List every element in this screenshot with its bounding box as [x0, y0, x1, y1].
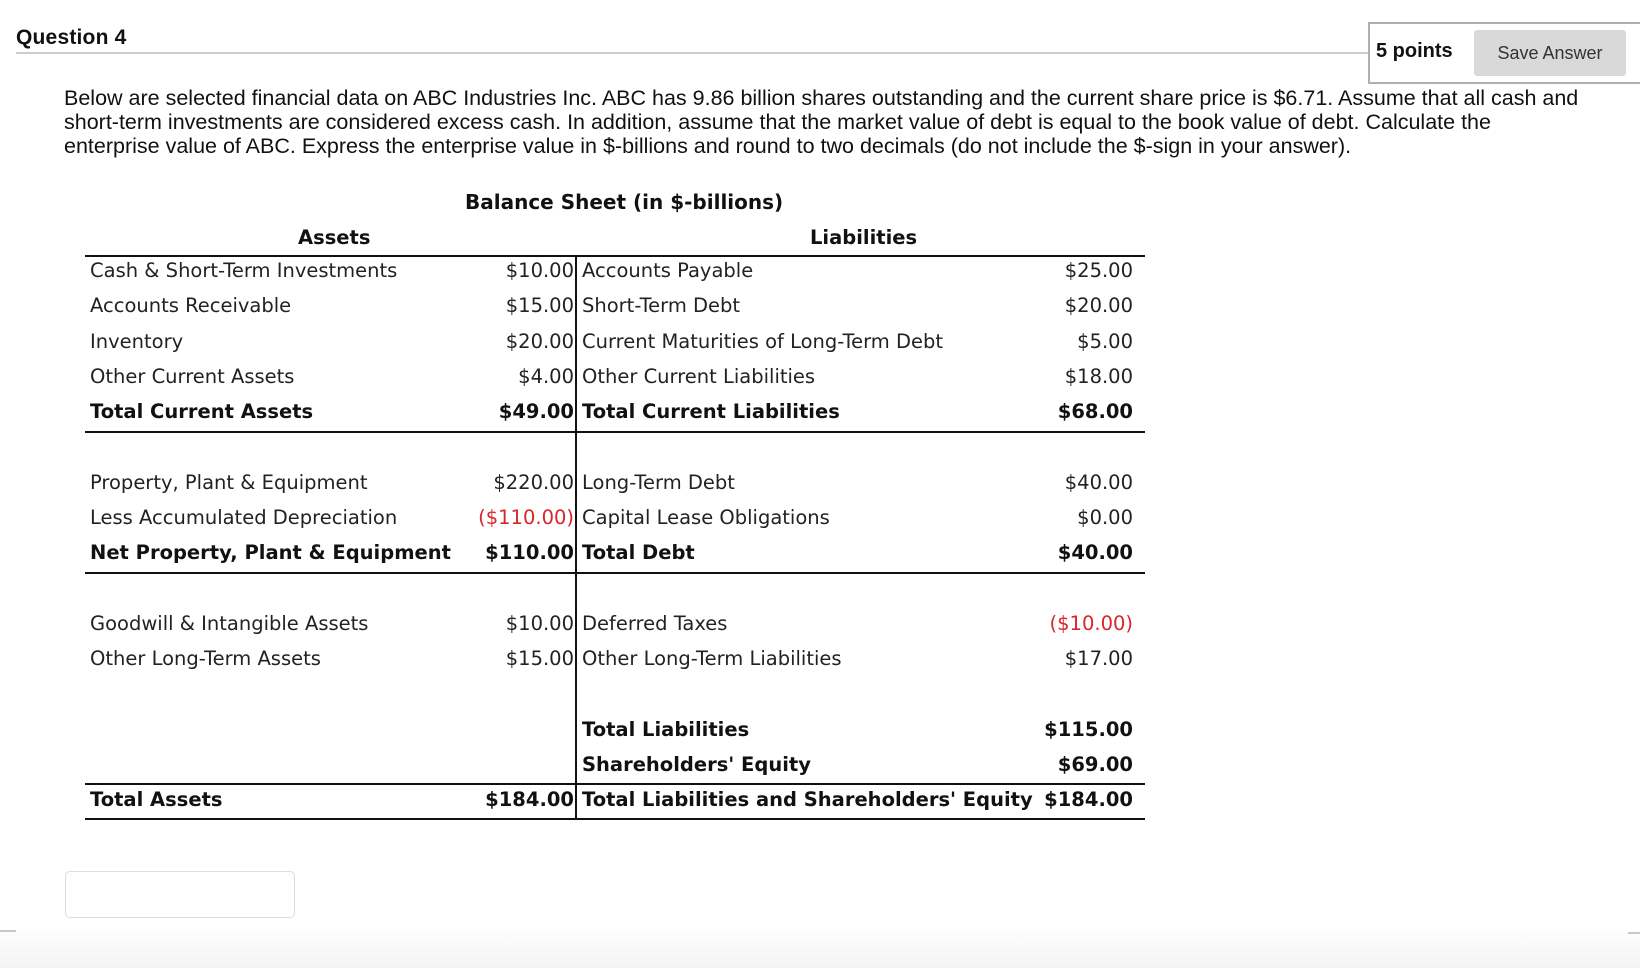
asset-label: Total Current Assets: [90, 400, 314, 424]
liability-value: $18.00: [1064, 364, 1133, 388]
liability-label: Shareholders' Equity: [582, 753, 811, 777]
answer-input[interactable]: [65, 871, 295, 918]
asset-label: Net Property, Plant & Equipment: [90, 541, 451, 565]
liability-value: $40.00: [1057, 541, 1133, 565]
section-spacer: [85, 432, 1145, 467]
asset-label: Cash & Short-Term Investments: [90, 259, 398, 282]
table-row: [85, 362, 1145, 397]
liability-value: $5.00: [1077, 329, 1133, 353]
question-prompt: Below are selected financial data on ABC Industries Inc. ABC has 9.86 billion shares outstanding and the current share price is $6.71. Assume that all cash and short-term investments are considered excess cash. In addition, assume that the market value of debt is equal to the book value of debt. Calculate the enterprise value of ABC. Express the enterprise value in $-billions and round to two decimals (do not include the $-sign in your answer).: [64, 86, 1579, 158]
liability-label: Total Current Liabilities: [582, 400, 840, 424]
asset-label: Inventory: [90, 329, 184, 353]
points-box: [1368, 22, 1640, 84]
liability-value: $25.00: [1064, 259, 1133, 282]
table-row: [85, 291, 1145, 326]
total-row: [85, 750, 1145, 785]
question-title: Question 4: [16, 26, 127, 49]
liability-value: $17.00: [1064, 647, 1133, 671]
table-row: [85, 327, 1145, 362]
asset-label: Other Long-Term Assets: [90, 647, 321, 671]
assets-header: Assets: [298, 226, 371, 249]
asset-value-negative: ($110.00): [478, 506, 574, 530]
liability-label: Total Liabilities: [582, 717, 750, 741]
asset-value: $10.00: [505, 259, 574, 282]
asset-label: Total Assets: [90, 788, 223, 812]
total-row: [85, 397, 1145, 432]
liabilities-header: Liabilities: [810, 226, 918, 249]
table-row: [85, 468, 1145, 503]
balance-sheet-grid: [85, 256, 1145, 821]
liability-value: $69.00: [1057, 753, 1133, 777]
liability-value: $115.00: [1044, 717, 1133, 741]
total-row: [85, 715, 1145, 750]
liability-label: Accounts Payable: [582, 259, 754, 282]
liability-value: $20.00: [1064, 294, 1133, 318]
asset-value: $184.00: [485, 788, 574, 812]
save-answer-button[interactable]: Save Answer: [1474, 30, 1626, 76]
asset-label: Property, Plant & Equipment: [90, 470, 368, 494]
liability-value-negative: ($10.00): [1049, 611, 1133, 635]
table-row: [85, 256, 1145, 291]
liability-label: Other Long-Term Liabilities: [582, 647, 842, 671]
asset-value: $49.00: [498, 400, 574, 424]
asset-value: $110.00: [485, 541, 574, 565]
asset-value: $4.00: [518, 364, 574, 388]
footer-divider-left: [0, 930, 16, 932]
asset-value: $220.00: [493, 470, 574, 494]
liability-label: Total Debt: [582, 541, 695, 565]
grand-total-row: [85, 785, 1145, 820]
liability-label: Deferred Taxes: [582, 611, 728, 635]
header-divider: [16, 52, 1368, 54]
liability-value: $184.00: [1044, 788, 1133, 812]
asset-label: Less Accumulated Depreciation: [90, 506, 398, 530]
liability-label: Short-Term Debt: [582, 294, 741, 318]
asset-value: $10.00: [505, 611, 574, 635]
liability-label: Current Maturities of Long-Term Debt: [582, 329, 943, 353]
table-row: [85, 503, 1145, 538]
liability-label: Other Current Liabilities: [582, 364, 816, 388]
section-spacer: [85, 680, 1145, 715]
asset-value: $15.00: [505, 294, 574, 318]
liability-label: Capital Lease Obligations: [582, 506, 830, 530]
balance-sheet-title: Balance Sheet (in $-billions): [465, 190, 784, 214]
footer-bar: [0, 930, 1640, 968]
total-row: [85, 538, 1145, 573]
points-label: 5 points: [1376, 40, 1453, 62]
table-row: [85, 609, 1145, 644]
footer-divider-right: [1628, 932, 1640, 934]
liability-label: Total Liabilities and Shareholders' Equity: [582, 788, 1033, 812]
liability-label: Long-Term Debt: [582, 470, 735, 494]
table-row: [85, 644, 1145, 679]
question-header: [16, 22, 1626, 84]
asset-value: $15.00: [505, 647, 574, 671]
liability-value: $68.00: [1057, 400, 1133, 424]
asset-label: Goodwill & Intangible Assets: [90, 611, 369, 635]
asset-label: Other Current Assets: [90, 364, 295, 388]
liability-value: $40.00: [1064, 470, 1133, 494]
asset-label: Accounts Receivable: [90, 294, 292, 318]
asset-value: $20.00: [505, 329, 574, 353]
liability-value: $0.00: [1077, 506, 1133, 530]
section-spacer: [85, 574, 1145, 609]
